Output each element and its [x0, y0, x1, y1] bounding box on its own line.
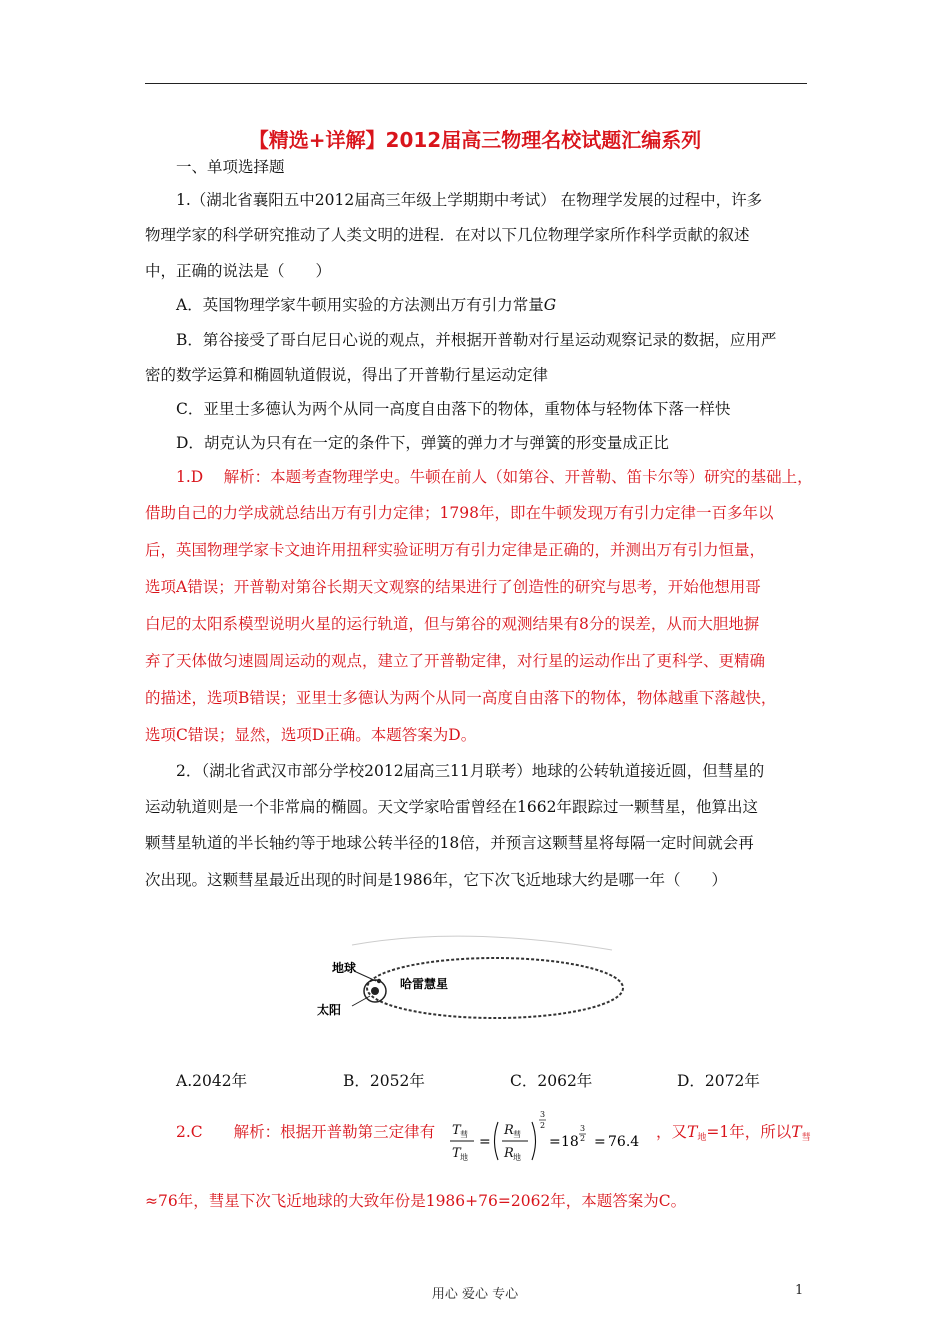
kepler-formula [448, 1108, 658, 1168]
a2-prefix: 2.C 解析：根据开普勒第三定律有 [176, 1123, 436, 1141]
q2-option-b: B．2052年 [343, 1072, 425, 1090]
formula-r-earth-sub: 地 [513, 1153, 521, 1162]
q2-line-2: 运动轨道则是一个非常扁的椭圆。天文学家哈雷曾经在1662年跟踪过一颗彗星，他算出这 [145, 798, 758, 816]
page-number: 1 [795, 1283, 804, 1298]
formula-eq-3: = [594, 1134, 606, 1150]
earth-pointer [354, 971, 376, 981]
q2-option-d: D．2072年 [677, 1072, 760, 1090]
q1-option-a [176, 295, 556, 315]
header-rule [145, 83, 807, 84]
q1-line-1: 1.（湖北省襄阳五中2012届高三年级上学期期中考试） 在物理学发展的过程中，许多 [176, 191, 763, 209]
formula-result: 76.4 [608, 1134, 640, 1150]
formula-r-earth: R [504, 1146, 514, 1161]
sun-pointer [352, 996, 370, 1006]
a2-mid-sub: 地 [697, 1133, 707, 1143]
q1-option-c: C．亚里士多德认为两个从同一高度自由落下的物体，重物体与轻物体下落一样快 [176, 400, 731, 418]
q2-option-a: A.2042年 [176, 1072, 248, 1090]
a2-end-var: T [791, 1123, 802, 1141]
faint-guide-arc [352, 936, 612, 950]
a2-mid-var: T [687, 1123, 698, 1141]
formula-exp-den-1: 2 [540, 1121, 546, 1130]
formula-exp-den-2: 2 [580, 1134, 586, 1143]
formula-t-comet-sub: 彗 [460, 1130, 468, 1139]
q1-line-2: 物理学家的科学研究推动了人类文明的进程．在对以下几位物理学家所作科学贡献的叙述 [145, 226, 750, 244]
a1-line-8: 选项C错误；显然，选项D正确。本题答案为D。 [145, 726, 477, 744]
q1-option-b-1: B．第谷接受了哥白尼日心说的观点，并根据开普勒对行星运动观察记录的数据，应用严 [176, 331, 777, 349]
q1-option-d: D．胡克认为只有在一定的条件下，弹簧的弹力才与弹簧的形变量成正比 [176, 434, 669, 452]
q1-option-a-var: G [543, 296, 557, 314]
q2-option-c: C．2062年 [510, 1072, 593, 1090]
formula-t-earth-sub: 地 [460, 1153, 468, 1162]
a2-end-sub: 彗 [801, 1133, 811, 1143]
earth-label: 地球 [332, 961, 357, 975]
q1-line-3: 中，正确的说法是（ ） [145, 262, 332, 280]
formula-r-comet: R [504, 1123, 514, 1138]
comet-label: 哈雷慧星 [400, 977, 449, 991]
formula-paren-right [532, 1122, 536, 1160]
sun [371, 987, 379, 995]
formula-exp-num-1: 3 [540, 1110, 546, 1119]
page-title: 【精选+详解】2012届高三物理名校试题汇编系列 [248, 128, 702, 152]
a2-mid-text: ，又 [656, 1123, 688, 1141]
formula-exp-num-2: 3 [580, 1124, 586, 1133]
a1-line-5: 白尼的太阳系模型说明火星的运行轨道，但与第谷的观测结果有8分的误差，从而大胆地摒 [145, 615, 760, 633]
q2-line-1: 2．（湖北省武汉市部分学校2012届高三11月联考）地球的公转轨道接近圆，但彗星的 [176, 762, 765, 780]
a2-line-2: ≈76年，彗星下次飞近地球的大致年份是1986+76=2062年，本题答案为C。 [145, 1192, 687, 1210]
formula-base: 18 [561, 1134, 579, 1150]
q1-option-a-text: A．英国物理学家牛顿用实验的方法测出万有引力常量 [176, 296, 544, 314]
q1-option-b-2: 密的数学运算和椭圆轨道假说，得出了开普勒行星运动定律 [145, 366, 549, 384]
earth [377, 979, 381, 983]
q2-line-3: 颗彗星轨道的半长轴约等于地球公转半径的18倍，并预言这颗彗星将每隔一定时间就会再 [145, 834, 754, 852]
a1-line-6: 弃了天体做匀速圆周运动的观点，建立了开普勒定律，对行星的运动作出了更科学、更精确 [145, 652, 766, 670]
a2-continuation [656, 1122, 811, 1148]
a2-mid-value: =1年，所以 [706, 1123, 792, 1141]
a1-line-4: 选项A错误；开普勒对第谷长期天文观察的结果进行了创造性的研究与思考，开始他想用哥 [145, 578, 761, 596]
a1-line-2: 借助自己的力学成就总结出万有引力定律；1798年，即在牛顿发现万有引力定律一百多年以 [145, 504, 774, 522]
formula-r-comet-sub: 彗 [513, 1130, 521, 1139]
a1-line-1: 1.D 解析：本题考查物理学史。牛顿在前人（如第谷、开普勒、笛卡尔等）研究的基础上， [176, 468, 813, 486]
comet-orbit-diagram [312, 930, 632, 1030]
q2-line-4: 次出现。这颗彗星最近出现的时间是1986年，它下次飞近地球大约是哪一年（ ） [145, 871, 727, 889]
formula-t-earth: T [452, 1146, 461, 1161]
section-heading: 一、单项选择题 [176, 158, 285, 176]
page-footer: 用心 爱心 专心 [431, 1287, 519, 1302]
formula-eq-2: = [549, 1134, 561, 1150]
a1-line-7: 的描述，选项B错误；亚里士多德认为两个从同一高度自由落下的物体，物体越重下落越快， [145, 689, 777, 707]
formula-t-comet: T [452, 1123, 461, 1138]
formula-paren-left [495, 1122, 499, 1160]
sun-label: 太阳 [317, 1003, 342, 1017]
a1-line-3: 后，英国物理学家卡文迪许用扭秤实验证明万有引力定律是正确的，并测出万有引力恒量， [145, 541, 766, 559]
formula-eq-1: = [479, 1134, 491, 1150]
